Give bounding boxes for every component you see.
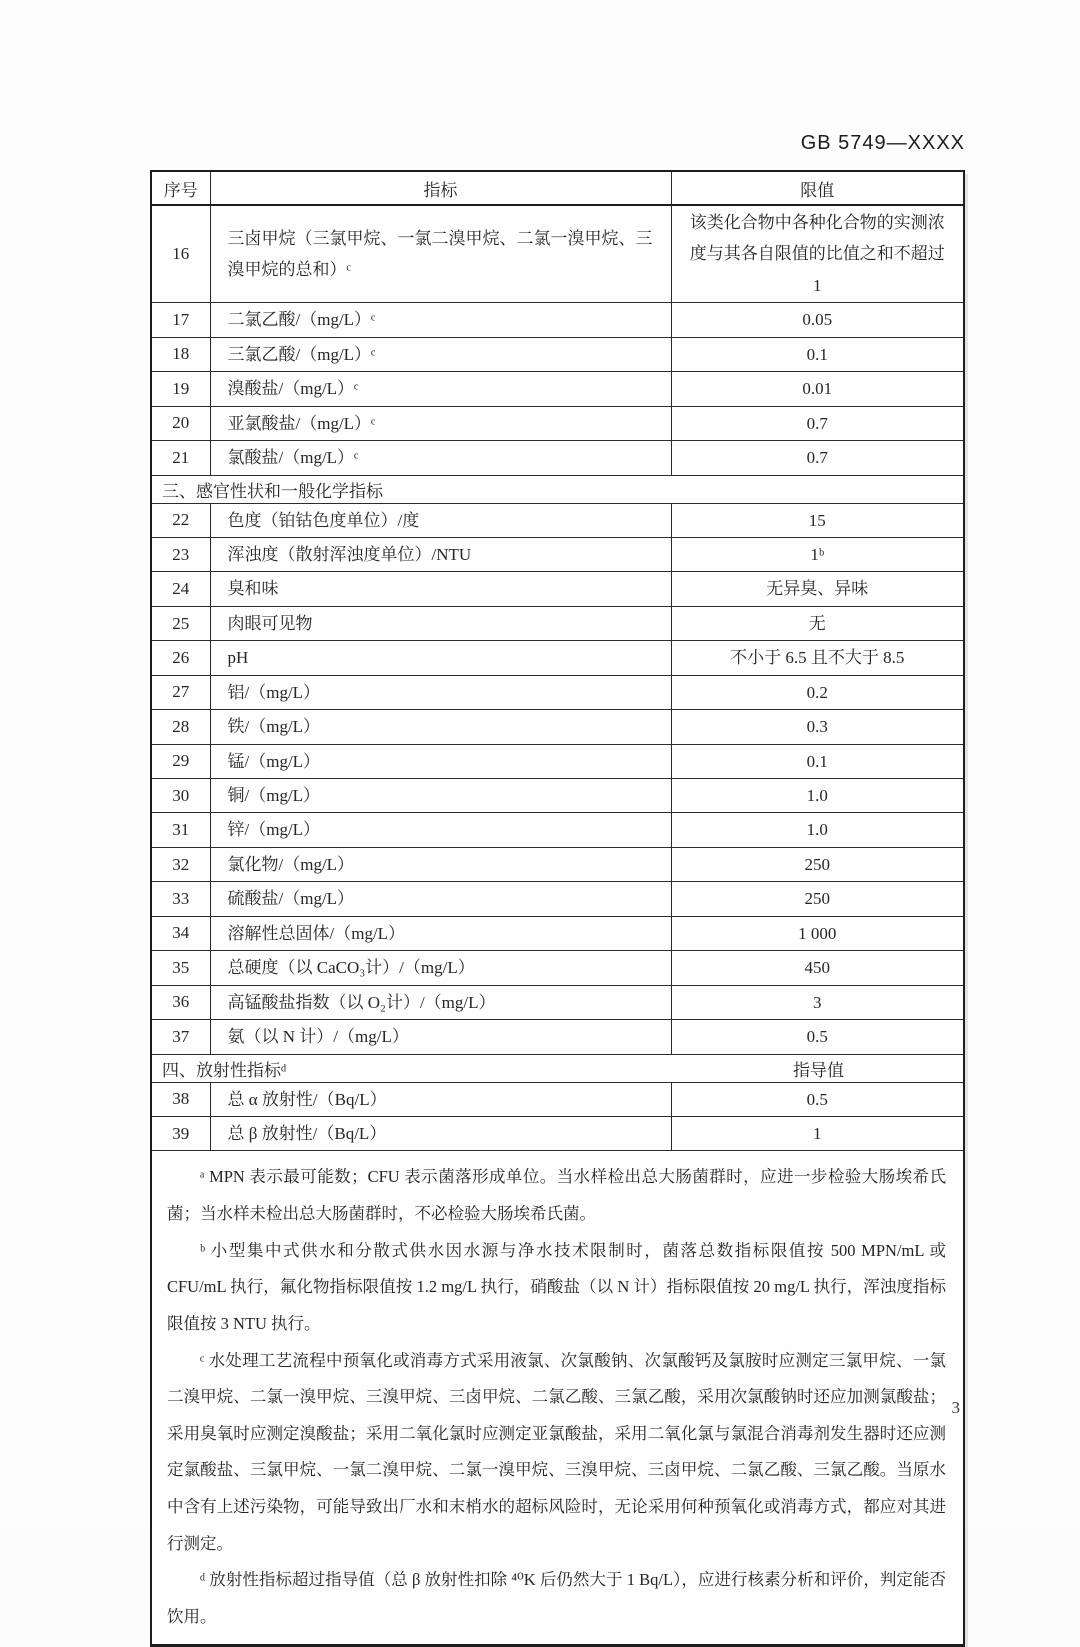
row-indicator: 铝/（mg/L） [210, 675, 671, 709]
row-limit: 0.2 [671, 675, 964, 709]
row-number: 27 [151, 675, 210, 709]
row-number: 31 [151, 813, 210, 847]
table-header-row [151, 171, 964, 205]
table-row-35 [151, 951, 964, 985]
row-number: 26 [151, 641, 210, 675]
row-number: 20 [151, 406, 210, 440]
row-limit: 3 [671, 985, 964, 1019]
row-indicator: 三氯乙酸/（mg/L）ᶜ [210, 337, 671, 371]
row-limit: 无异臭、异味 [671, 572, 964, 606]
row-number: 23 [151, 537, 210, 571]
row-number: 38 [151, 1082, 210, 1116]
row-limit: 0.5 [671, 1082, 964, 1116]
table-row-26 [151, 641, 964, 675]
page-number: 3 [951, 1398, 960, 1417]
row-number: 21 [151, 441, 210, 475]
row-indicator: 总硬度（以 CaCO₃计）/（mg/L） [210, 951, 671, 985]
table-row-39 [151, 1116, 964, 1150]
footnote-a: ᵃ MPN 表示最可能数；CFU 表示菌落形成单位。当水样检出总大肠菌群时，应进一步检验大肠埃希氏菌；当水样未检出总大肠菌群时，不必检验大肠埃希氏菌。 [167, 1167, 946, 1223]
footnote-c: ᶜ 水处理工艺流程中预氧化或消毒方式采用液氯、次氯酸钠、次氯酸钙及氯胺时应测定三氯甲烷、一氯二溴甲烷、二氯一溴甲烷、三溴甲烷、三卤甲烷、二氯乙酸、三氯乙酸，采用次氯酸钠时还应加测氯酸盐；采用臭氧时应测定溴酸盐；采用二氧化氯时应测定亚氯酸盐，采用二氧化氯与氯混合消毒剂发生器时还应测定氯酸盐、三氯甲烷、一氯二溴甲烷、二氯一溴甲烷、三溴甲烷、三卤甲烷、二氯乙酸、三氯乙酸。当原水中含有上述污染物，可能导致出厂水和末梢水的超标风险时，无论采用何种预氧化或消毒方式，都应对其进行测定。 [167, 1350, 946, 1553]
row-limit: 0.7 [671, 406, 964, 440]
row-indicator: 总 β 放射性/（Bq/L） [210, 1116, 671, 1150]
row-number: 33 [151, 882, 210, 916]
row-indicator: 二氯乙酸/（mg/L）ᶜ [210, 303, 671, 337]
water-quality-limits-table [150, 170, 965, 1647]
table-row-31 [151, 813, 964, 847]
row-limit: 1 [671, 1116, 964, 1150]
row-indicator: 氨（以 N 计）/（mg/L） [210, 1020, 671, 1054]
row-limit: 不小于 6.5 且不大于 8.5 [671, 641, 964, 675]
row-indicator: pH [210, 641, 671, 675]
table-row-33 [151, 882, 964, 916]
row-number: 39 [151, 1116, 210, 1150]
row-indicator: 氯酸盐/（mg/L）ᶜ [210, 441, 671, 475]
limits-table-container [150, 170, 965, 1647]
row-indicator: 浑浊度（散射浑浊度单位）/NTU [210, 537, 671, 571]
section-limit-label: 指导值 [793, 1060, 844, 1080]
row-limit: 0.05 [671, 303, 964, 337]
row-limit: 0.3 [671, 710, 964, 744]
section-row-radioactivity [151, 1054, 964, 1082]
table-row-25 [151, 606, 964, 640]
table-row-27 [151, 675, 964, 709]
table-row-20 [151, 406, 964, 440]
row-number: 25 [151, 606, 210, 640]
row-limit: 0.1 [671, 337, 964, 371]
row-indicator: 锰/（mg/L） [210, 744, 671, 778]
row-limit: 1.0 [671, 813, 964, 847]
row-limit: 250 [671, 847, 964, 881]
row-indicator: 溶解性总固体/（mg/L） [210, 916, 671, 950]
row-limit: 无 [671, 606, 964, 640]
table-row-34 [151, 916, 964, 950]
row-number: 35 [151, 951, 210, 985]
table-row-38 [151, 1082, 964, 1116]
table-row-30 [151, 779, 964, 813]
row-limit: 该类化合物中各种化合物的实测浓度与其各自限值的比值之和不超过 1 [671, 205, 964, 303]
table-row-36 [151, 985, 964, 1019]
table-row-28 [151, 710, 964, 744]
footnote-b: ᵇ 小型集中式供水和分散式供水因水源与净水技术限制时，菌落总数指标限值按 500 MPN/mL 或 CFU/mL 执行，氟化物指标限值按 1.2 mg/L 执行，硝酸盐（以 N 计）指标限值按 20 mg/L 执行，浑浊度指标限值按 3 NTU 执行。 [167, 1240, 946, 1333]
table-row-21 [151, 441, 964, 475]
footnote-d: ᵈ 放射性指标超过指导值（总 β 放射性扣除 ⁴⁰K 后仍然大于 1 Bq/L），应进行核素分析和评价，判定能否饮用。 [167, 1570, 946, 1626]
row-limit: 0.1 [671, 744, 964, 778]
row-number: 29 [151, 744, 210, 778]
row-limit: 1ᵇ [671, 537, 964, 571]
row-number: 30 [151, 779, 210, 813]
row-number: 19 [151, 372, 210, 406]
row-limit: 15 [671, 503, 964, 537]
table-row-22 [151, 503, 964, 537]
row-number: 17 [151, 303, 210, 337]
row-indicator: 硫酸盐/（mg/L） [210, 882, 671, 916]
row-indicator: 高锰酸盐指数（以 O₂计）/（mg/L） [210, 985, 671, 1019]
row-limit: 0.01 [671, 372, 964, 406]
row-indicator: 色度（铂钴色度单位）/度 [210, 503, 671, 537]
section-label: 三、感官性状和一般化学指标 [151, 475, 964, 503]
row-limit: 1.0 [671, 779, 964, 813]
row-indicator: 肉眼可见物 [210, 606, 671, 640]
table-row-32 [151, 847, 964, 881]
header-indicator: 指标 [210, 171, 671, 205]
table-row-24 [151, 572, 964, 606]
row-indicator: 锌/（mg/L） [210, 813, 671, 847]
row-number: 32 [151, 847, 210, 881]
row-indicator: 溴酸盐/（mg/L）ᶜ [210, 372, 671, 406]
row-indicator: 亚氯酸盐/（mg/L）ᶜ [210, 406, 671, 440]
row-limit: 1 000 [671, 916, 964, 950]
table-row-37 [151, 1020, 964, 1054]
row-number: 22 [151, 503, 210, 537]
table-row-19 [151, 372, 964, 406]
standard-code-header: GB 5749—XXXX [800, 132, 965, 154]
table-row-29 [151, 744, 964, 778]
row-indicator: 铜/（mg/L） [210, 779, 671, 813]
row-number: 16 [151, 205, 210, 303]
row-number: 34 [151, 916, 210, 950]
row-limit: 250 [671, 882, 964, 916]
row-limit: 450 [671, 951, 964, 985]
row-number: 36 [151, 985, 210, 1019]
row-indicator: 氯化物/（mg/L） [210, 847, 671, 881]
row-limit: 0.7 [671, 441, 964, 475]
row-indicator: 总 α 放射性/（Bq/L） [210, 1082, 671, 1116]
row-indicator: 铁/（mg/L） [210, 710, 671, 744]
header-limit: 限值 [671, 171, 964, 205]
row-indicator: 臭和味 [210, 572, 671, 606]
section-title: 四、放射性指标ᵈ [162, 1060, 287, 1080]
row-number: 18 [151, 337, 210, 371]
header-no: 序号 [151, 171, 210, 205]
table-row-17 [151, 303, 964, 337]
row-number: 37 [151, 1020, 210, 1054]
section-row-sensory [151, 475, 964, 503]
table-row-23 [151, 537, 964, 571]
row-number: 24 [151, 572, 210, 606]
row-indicator: 三卤甲烷（三氯甲烷、一氯二溴甲烷、二氯一溴甲烷、三溴甲烷的总和）ᶜ [210, 205, 671, 303]
section-label [151, 1054, 964, 1082]
table-row-16 [151, 205, 964, 303]
row-number: 28 [151, 710, 210, 744]
table-row-18 [151, 337, 964, 371]
row-limit: 0.5 [671, 1020, 964, 1054]
